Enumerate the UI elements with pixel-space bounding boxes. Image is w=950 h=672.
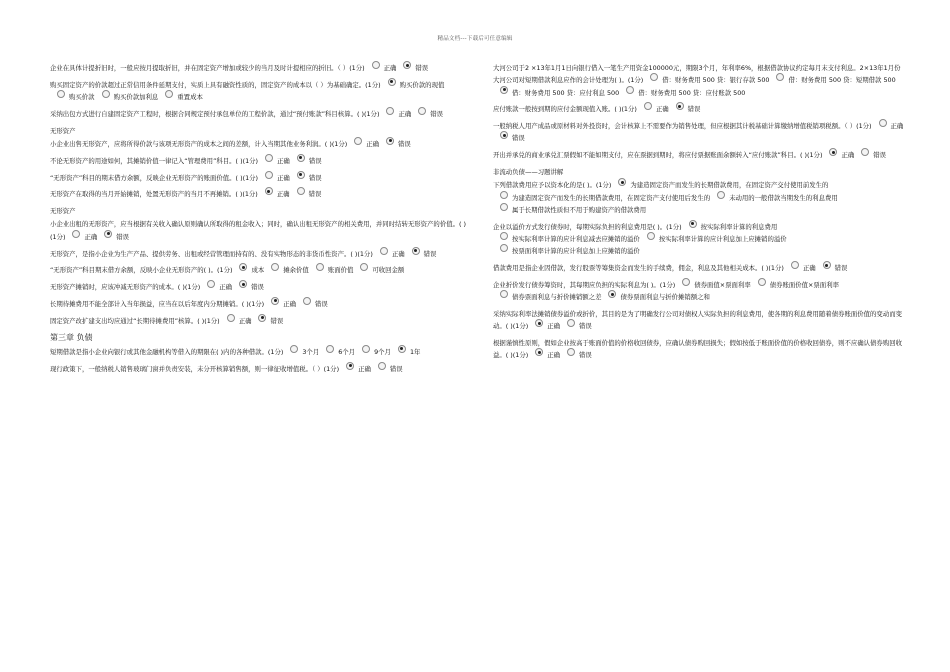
option-label: 错误 — [251, 283, 264, 292]
answer-option[interactable] — [303, 298, 328, 310]
answer-option[interactable] — [388, 79, 445, 91]
question-text: “无形资产”科目期末借方余额，反映小企业无形资产的( )。(1分) — [50, 266, 233, 275]
answer-option[interactable] — [239, 264, 264, 276]
option-label: 正确 — [391, 249, 405, 258]
option-label: 债券账面价值×票面利率 — [769, 280, 839, 289]
radio-unselected-icon[interactable] — [372, 61, 380, 69]
radio-selected-icon[interactable] — [346, 362, 354, 370]
radio-selected-icon[interactable] — [265, 187, 273, 195]
answer-option[interactable] — [265, 155, 290, 167]
option-label: 按实际利率计算的应计利息加上应摊销的溢价 — [658, 235, 787, 244]
question-text: 根据谨慎性原则，假如企业按高于账面价值的价格收回债券，应确认债券购回损失；假如按低于账面价值的价格收回债券，则不应确认债券购回收益。( )(1分) — [493, 339, 902, 360]
option-label: 错误 — [512, 134, 525, 143]
option-label: 未动用的一般借款当期发生的利息费用 — [729, 193, 838, 202]
option-label: 购买价款的现值 — [399, 80, 445, 89]
radio-unselected-icon[interactable] — [644, 102, 652, 110]
option-label: 购买价款加利息 — [113, 93, 159, 102]
answer-option[interactable] — [227, 315, 252, 327]
question-item — [50, 264, 468, 276]
question-item — [50, 315, 468, 327]
answer-option[interactable] — [535, 320, 560, 332]
question-item — [50, 363, 468, 375]
answer-option[interactable] — [104, 231, 129, 243]
option-label: 为建造固定资产而发生的长期借款费用，在固定资产交付使用前发生的 — [630, 181, 829, 190]
answer-option[interactable] — [650, 74, 769, 86]
question-item — [493, 103, 905, 115]
question-item — [50, 218, 468, 243]
radio-selected-icon[interactable] — [535, 348, 543, 356]
radio-unselected-icon[interactable] — [57, 90, 65, 98]
question-item — [493, 62, 905, 99]
answer-option[interactable] — [386, 108, 411, 120]
option-label: 错误 — [873, 151, 887, 160]
answer-option[interactable] — [57, 91, 95, 103]
radio-unselected-icon[interactable] — [650, 73, 658, 81]
answer-option[interactable] — [618, 179, 828, 191]
answer-option[interactable] — [535, 349, 560, 361]
radio-selected-icon[interactable] — [258, 314, 266, 322]
radio-unselected-icon[interactable] — [265, 171, 273, 179]
option-label: 购买价款 — [69, 93, 95, 102]
radio-unselected-icon[interactable] — [303, 297, 311, 305]
radio-selected-icon[interactable] — [386, 137, 394, 145]
question-text: 购买固定资产的价款超过正常信用条件延期支付，实质上具有融资性质的，固定资产的成本以（ ）为基础确定。(1分) — [50, 80, 381, 89]
radio-unselected-icon[interactable] — [380, 247, 388, 255]
option-label: 账面价值 — [327, 266, 354, 275]
radio-unselected-icon[interactable] — [207, 280, 215, 288]
radio-unselected-icon[interactable] — [500, 232, 508, 240]
radio-unselected-icon[interactable] — [879, 119, 887, 127]
answer-option[interactable] — [500, 204, 646, 216]
answer-option[interactable] — [271, 298, 296, 310]
question-text: 无形资产，是指小企业为生产产品、提供劳务、出租或经营管理而持有的、没有实物形态的非货币性资产。( )(1分) — [50, 249, 373, 258]
option-label: 正确 — [238, 316, 252, 325]
option-label: 为建造固定资产而发生的长期借款费用，在固定资产支付使用后发生的 — [512, 193, 711, 202]
answer-option[interactable] — [500, 291, 601, 303]
answer-option[interactable] — [500, 132, 525, 144]
question-item — [50, 138, 468, 150]
answer-option[interactable] — [567, 349, 592, 361]
answer-option[interactable] — [258, 315, 283, 327]
question-text: 采纳实际利率法摊销债券溢价或折价，其目的是为了明确发行公司对债权人实际负担的利息费用，使各期的利息费用随着债券账面价值的变动而变动。( )(1分) — [493, 310, 902, 331]
option-label: 1年 — [409, 347, 421, 356]
question-item — [50, 281, 468, 293]
option-label: 错误 — [398, 139, 411, 148]
question-item — [50, 346, 468, 358]
option-label: 9个月 — [374, 347, 391, 356]
radio-unselected-icon[interactable] — [626, 86, 634, 94]
answer-option[interactable] — [403, 62, 428, 74]
question-item — [50, 188, 468, 200]
option-label: 正确 — [398, 109, 412, 118]
radio-unselected-icon[interactable] — [326, 345, 334, 353]
option-label: 正确 — [383, 64, 397, 72]
answer-option[interactable] — [758, 279, 839, 291]
answer-option[interactable] — [567, 320, 592, 332]
answer-option[interactable] — [717, 192, 838, 204]
radio-unselected-icon[interactable] — [500, 290, 508, 298]
answer-option[interactable] — [297, 188, 322, 200]
radio-unselected-icon[interactable] — [567, 348, 575, 356]
answer-option[interactable] — [412, 248, 437, 260]
answer-option[interactable] — [102, 91, 159, 103]
radio-selected-icon[interactable] — [104, 230, 112, 238]
question-item — [50, 108, 468, 120]
answer-option[interactable] — [346, 363, 371, 375]
option-label: 错误 — [415, 64, 429, 72]
answer-option[interactable] — [316, 264, 354, 276]
answer-option[interactable] — [879, 120, 904, 132]
option-label: 正确 — [277, 156, 290, 165]
answer-option[interactable] — [829, 149, 854, 161]
question-text: 大河公司于2 ×13年1月1日向银行借入一笔生产用资金100000元，期限3个月，年利率6%，根据借款协议约定每月末支付利息。2×13年1月份大河公司对短期借款利息应作的会计处理为( )。(1分) — [493, 64, 901, 85]
radio-selected-icon[interactable] — [500, 86, 508, 94]
option-label: 正确 — [358, 364, 371, 373]
radio-unselected-icon[interactable] — [316, 263, 324, 271]
option-label: 成本 — [251, 266, 265, 275]
question-item — [50, 155, 468, 167]
radio-selected-icon[interactable] — [403, 61, 411, 69]
radio-unselected-icon[interactable] — [758, 278, 766, 286]
question-text: 现行政策下，一般纳税人销售玻璃门窗并负责安装，未分开核算销售额，则一律征收增值税。（ ）(1分) — [50, 364, 340, 373]
radio-unselected-icon[interactable] — [500, 244, 508, 252]
question-item — [50, 298, 468, 310]
option-label: 正确 — [802, 264, 816, 273]
section-title: 无形资产 — [50, 207, 76, 216]
question-item — [50, 79, 468, 104]
option-label: 正确 — [283, 299, 296, 308]
answer-option[interactable] — [271, 264, 309, 276]
option-label: 正确 — [890, 122, 904, 131]
answer-option[interactable] — [380, 248, 405, 260]
answer-option[interactable] — [608, 291, 709, 303]
question-item — [493, 279, 905, 304]
radio-unselected-icon[interactable] — [386, 107, 394, 115]
radio-unselected-icon[interactable] — [776, 73, 784, 81]
option-label: 错误 — [430, 109, 444, 118]
section-title: 非流动负债——习题讲解 — [493, 168, 564, 177]
option-label: 正确 — [366, 139, 380, 148]
radio-unselected-icon[interactable] — [567, 319, 575, 327]
question-text: 不论无形资产的用途如何，其摊销价值一律记入“管理费用”科目。( )(1分) — [50, 156, 259, 165]
option-label: 属于长期借款性质但不用于购建资产的借款费用 — [512, 205, 647, 214]
answer-option[interactable] — [72, 231, 97, 243]
radio-selected-icon[interactable] — [271, 297, 279, 305]
chapter-title: 第三章 负债 — [50, 332, 93, 342]
answer-option[interactable] — [354, 138, 379, 150]
left-column — [50, 62, 468, 379]
question-text: 企业在具体计提折旧时，一般应按月提取折旧，并在固定资产增加或较少的当月及时计提相应的折旧。（ ）(1分) — [50, 64, 365, 72]
answer-option[interactable] — [386, 138, 411, 150]
option-label: 按票面利率计算的应计利息加上应摊销的溢价 — [512, 247, 640, 256]
radio-selected-icon[interactable] — [676, 102, 684, 110]
radio-unselected-icon[interactable] — [362, 345, 370, 353]
answer-option[interactable] — [265, 188, 290, 200]
answer-option[interactable] — [239, 281, 264, 293]
option-label: 错误 — [389, 364, 403, 373]
radio-selected-icon[interactable] — [608, 290, 616, 298]
radio-selected-icon[interactable] — [823, 261, 831, 269]
option-label: 正确 — [84, 232, 98, 241]
radio-selected-icon[interactable] — [239, 280, 247, 288]
option-label: 借：财务费用 500 贷：银行存款 500 — [662, 76, 770, 85]
question-text: 下列借款费用应予以资本化的是( )。(1分) — [493, 181, 612, 190]
question-text: 企业以溢价方式发行债券时，每期实际负担的利息费用是( )。(1分) — [493, 222, 682, 231]
radio-selected-icon[interactable] — [239, 263, 247, 271]
question-text: 开出并承兑的商业承兑汇票假如不能如期支付，应在票据到期时，将应付票据账面余额转入“应付账款”科目。( )(1分) — [493, 151, 823, 160]
answer-option[interactable] — [326, 346, 355, 358]
answer-option[interactable] — [500, 233, 640, 245]
option-label: 正确 — [547, 351, 561, 360]
radio-unselected-icon[interactable] — [717, 191, 725, 199]
radio-unselected-icon[interactable] — [227, 314, 235, 322]
option-label: 错误 — [579, 351, 592, 360]
radio-unselected-icon[interactable] — [271, 263, 279, 271]
answer-option[interactable] — [418, 108, 443, 120]
option-label: 正确 — [841, 151, 855, 160]
option-label: 摊余价值 — [283, 266, 309, 275]
radio-unselected-icon[interactable] — [861, 148, 869, 156]
question-text: 小企业出售无形资产，应将所得价款与该项无形资产的成本之间的差额，计入当期其他业务利润。( )(1分) — [50, 139, 348, 148]
answer-option[interactable] — [500, 87, 619, 99]
radio-unselected-icon[interactable] — [72, 230, 80, 238]
option-label: 错误 — [687, 105, 701, 114]
option-label: 错误 — [116, 232, 130, 241]
radio-unselected-icon[interactable] — [418, 107, 426, 115]
question-text: 借款费用是指企业因借款，发行股票等筹集资金而发生的手续费，佣金，利息及其他相关成本。( )(1分) — [493, 264, 784, 273]
option-label: 借：财务费用 500 贷：短期借款 500 — [788, 76, 896, 85]
radio-unselected-icon[interactable] — [265, 154, 273, 162]
radio-unselected-icon[interactable] — [297, 187, 305, 195]
option-label: 借：财务费用 500 贷：应付利息 500 — [512, 88, 620, 97]
radio-selected-icon[interactable] — [297, 171, 305, 179]
radio-selected-icon[interactable] — [297, 154, 305, 162]
answer-option[interactable] — [372, 62, 397, 74]
option-label: 可收回金额 — [372, 266, 405, 275]
radio-unselected-icon[interactable] — [682, 278, 690, 286]
option-label: 正确 — [219, 283, 233, 292]
question-text: 短期借款是指小企业向银行或其他金融机构等借入的期限在( )内的各种借款。(1分) — [50, 347, 284, 356]
option-label: 正确 — [655, 105, 669, 114]
question-item — [493, 179, 905, 216]
question-item — [493, 262, 905, 274]
answer-option[interactable] — [398, 346, 420, 358]
radio-unselected-icon[interactable] — [647, 232, 655, 240]
option-label: 按实际利率计算的应计利息减去应摊销的溢价 — [512, 235, 640, 244]
radio-unselected-icon[interactable] — [165, 90, 173, 98]
answer-option[interactable] — [165, 91, 203, 103]
question-item — [493, 120, 905, 145]
question-item — [50, 172, 468, 184]
radio-unselected-icon[interactable] — [500, 191, 508, 199]
question-text: 无形资产摊销时，应该冲减无形资产的成本。( )(1分) — [50, 283, 201, 292]
right-column — [493, 62, 905, 366]
question-text: 应付账款一般按到期的应付金额现值入账。( )(1分) — [493, 105, 637, 114]
answer-option[interactable] — [644, 103, 669, 115]
option-label: 6个月 — [338, 347, 356, 356]
answer-option[interactable] — [791, 262, 816, 274]
option-label: 错误 — [308, 190, 322, 199]
question-text: “无形资产”科目的期末借方余额，反映企业无形资产的账面价值。( )(1分) — [50, 173, 259, 182]
answer-option[interactable] — [362, 346, 391, 358]
question-item — [50, 62, 468, 74]
option-label: 债券票面利息与折价摊销额之和 — [620, 293, 710, 302]
option-label: 3个月 — [302, 347, 320, 356]
answer-option[interactable] — [360, 264, 404, 276]
radio-selected-icon[interactable] — [829, 148, 837, 156]
radio-selected-icon[interactable] — [388, 78, 396, 86]
question-text: 一般纳税人用产成品或原材料对外投资时，会计核算上不需要作为销售处理，但应根据其计税基础计算缴纳增值税销项税额。（ ）(1分) — [493, 122, 872, 131]
radio-unselected-icon[interactable] — [791, 261, 799, 269]
answer-option[interactable] — [265, 172, 290, 184]
radio-unselected-icon[interactable] — [102, 90, 110, 98]
option-label: 按实际利率计算的利息费用 — [700, 222, 778, 231]
answer-option[interactable] — [823, 262, 848, 274]
answer-option[interactable] — [626, 87, 745, 99]
radio-selected-icon[interactable] — [618, 178, 626, 186]
question-text: 固定资产改扩建支出均应通过“长期待摊费用”核算。( )(1分) — [50, 316, 220, 325]
option-label: 借：财务费用 500 贷：应付账款 500 — [638, 88, 746, 97]
answer-option[interactable] — [676, 103, 701, 115]
option-label: 错误 — [834, 264, 848, 273]
answer-option[interactable] — [647, 233, 787, 245]
answer-option[interactable] — [297, 155, 322, 167]
option-label: 债券票面利息与折价摊销额之差 — [512, 293, 602, 302]
answer-option[interactable] — [689, 221, 778, 233]
option-label: 正确 — [547, 322, 561, 331]
option-label: 重置成本 — [177, 93, 203, 102]
question-text: 企业折价发行债券筹资时，其每期应负担的实际利息为( )。(1分) — [493, 280, 676, 289]
option-label: 债券面值×票面利率 — [694, 280, 751, 289]
answer-option[interactable] — [207, 281, 232, 293]
page-header: 精品文档---下载后可任意编辑 — [437, 36, 513, 42]
question-item — [50, 248, 468, 260]
option-label: 错误 — [579, 322, 592, 331]
option-label: 错误 — [308, 173, 322, 182]
radio-selected-icon[interactable] — [412, 247, 420, 255]
option-label: 错误 — [270, 316, 284, 325]
radio-unselected-icon[interactable] — [290, 345, 298, 353]
radio-unselected-icon[interactable] — [378, 362, 386, 370]
option-label: 错误 — [423, 249, 437, 258]
radio-unselected-icon[interactable] — [500, 203, 508, 211]
option-label: 正确 — [276, 190, 290, 199]
answer-option[interactable] — [776, 74, 895, 86]
answer-option[interactable] — [290, 346, 319, 358]
radio-unselected-icon[interactable] — [360, 263, 368, 271]
question-item — [493, 149, 905, 161]
question-item — [493, 337, 905, 362]
section-title: 无形资产 — [50, 126, 76, 135]
question-text: 长期待摊费用不能全部计入当年损益，应当在以后年度内分期摊销。( )(1分) — [50, 299, 265, 308]
question-text: 采纳出包方式进行自建固定资产工程时，根据合同规定预付承包单位的工程价款，通过“预付账款”科目核算。( )(1分) — [50, 109, 380, 118]
radio-selected-icon[interactable] — [398, 345, 406, 353]
option-label: 正确 — [277, 173, 290, 182]
radio-selected-icon[interactable] — [500, 131, 508, 139]
answer-option[interactable] — [861, 149, 886, 161]
question-item — [493, 221, 905, 258]
answer-option[interactable] — [297, 172, 322, 184]
answer-option[interactable] — [500, 245, 640, 257]
radio-selected-icon[interactable] — [689, 220, 697, 228]
radio-selected-icon[interactable] — [535, 319, 543, 327]
option-label: 错误 — [314, 299, 328, 308]
question-text: 小企业出租的无形资产，应当根据有关收入确认原则确认所取得的租金收入；同时，确认出租无形资产的相关费用，并同时结转无形资产的价值。( )(1分) — [50, 220, 467, 241]
answer-option[interactable] — [378, 363, 403, 375]
answer-option[interactable] — [500, 192, 710, 204]
question-item — [493, 308, 905, 333]
answer-option[interactable] — [682, 279, 750, 291]
option-label: 错误 — [308, 156, 322, 165]
radio-unselected-icon[interactable] — [354, 137, 362, 145]
question-text: 无形资产在取得的当月开始摊销，处置无形资产的当月不再摊销。( )(1分) — [50, 190, 258, 199]
